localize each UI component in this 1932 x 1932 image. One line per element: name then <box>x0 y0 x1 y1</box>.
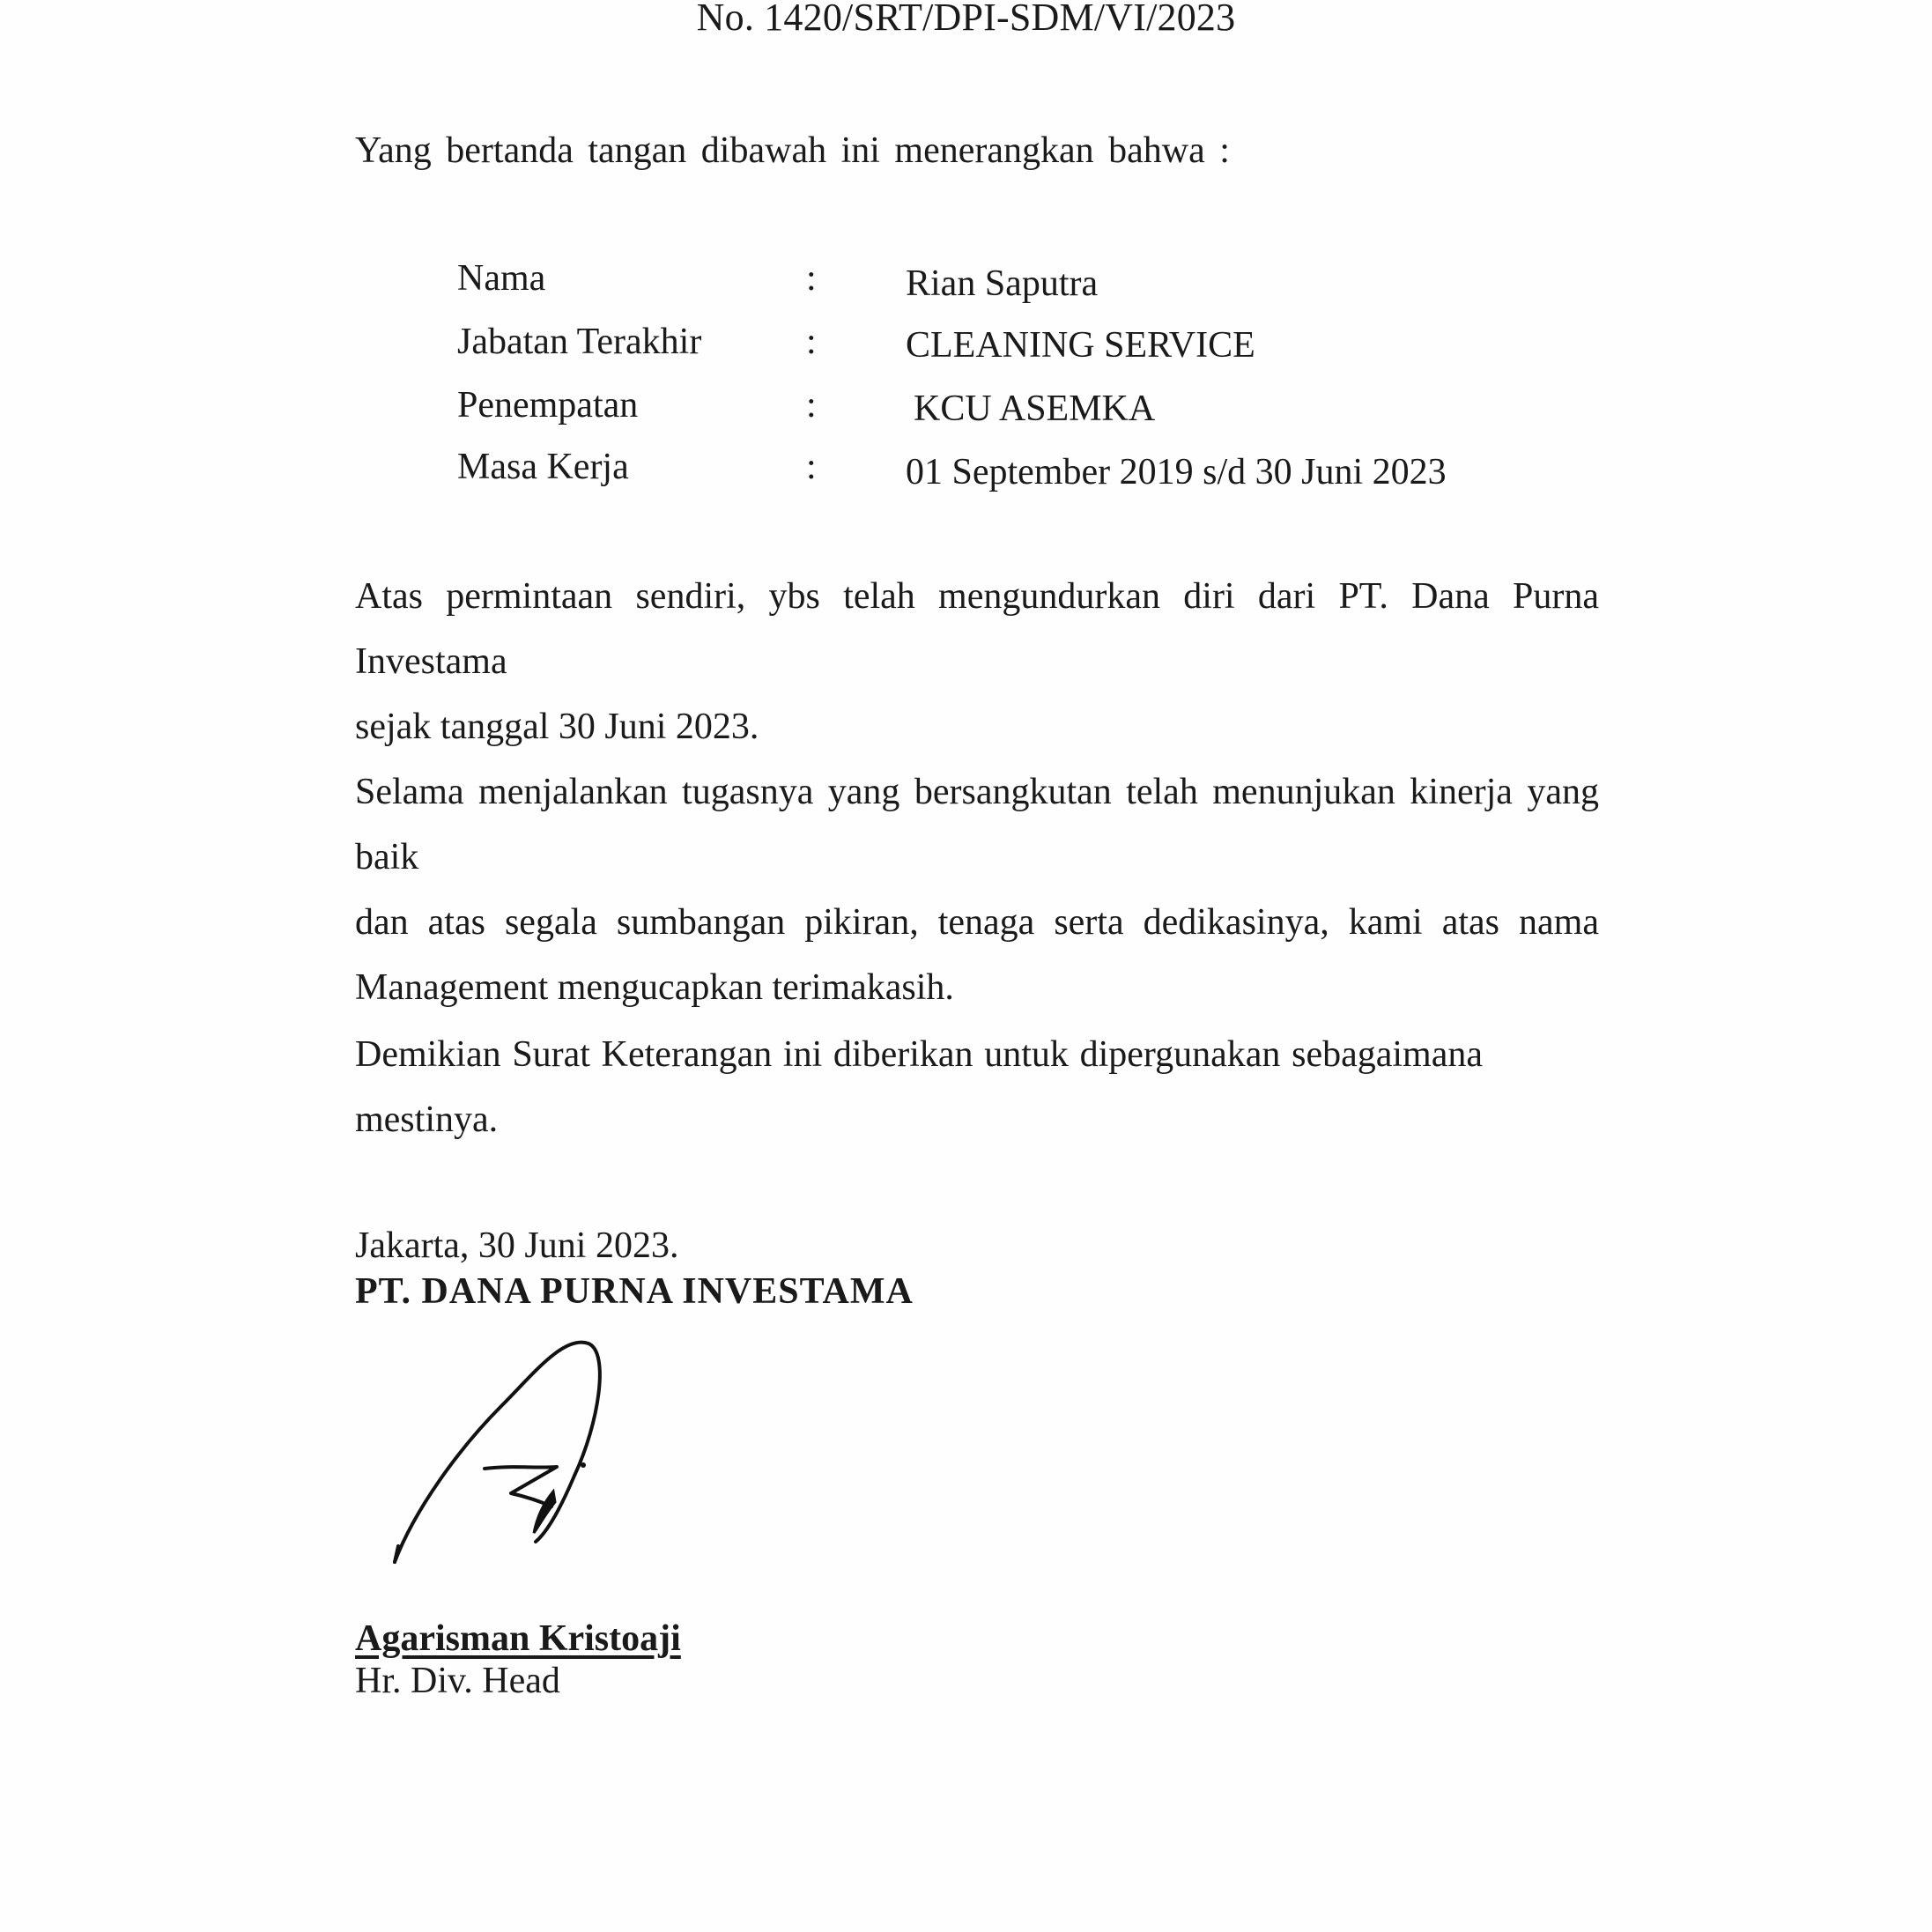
field-colon: : <box>806 385 817 426</box>
field-colon: : <box>806 258 817 299</box>
place-date: Jakarta, 30 Juni 2023. <box>355 1225 679 1266</box>
field-colon: : <box>806 322 817 362</box>
paragraph-line: Atas permintaan sendiri, ybs telah mengundurkan diri dari PT. Dana Purna Investama <box>355 576 1599 682</box>
field-label-placement: Penempatan <box>457 385 639 426</box>
paragraph-line: sejak tanggal 30 Juni 2023. <box>355 707 759 747</box>
field-row-tenure <box>457 446 1691 499</box>
paragraph-line: Selama menjalankan tugasnya yang bersangkutan telah menunjukan kinerja yang baik <box>355 772 1599 877</box>
field-value-name: Rian Saputra <box>906 263 1099 304</box>
field-row-position <box>457 321 1691 374</box>
resignation-paragraph <box>355 564 1599 759</box>
appreciation-paragraph <box>355 759 1599 1020</box>
signer-title: Hr. Div. Head <box>355 1661 560 1701</box>
field-label-position: Jabatan Terakhir <box>457 322 702 362</box>
field-colon: : <box>806 447 817 487</box>
field-label-name: Nama <box>457 258 546 299</box>
field-label-tenure: Masa Kerja <box>457 447 629 487</box>
field-row-name <box>457 257 1691 310</box>
paragraph-line: mestinya. <box>355 1099 499 1140</box>
handwritten-signature <box>379 1326 608 1581</box>
closing-paragraph <box>355 1022 1483 1152</box>
field-value-position: CLEANING SERVICE <box>906 325 1255 366</box>
field-row-placement <box>457 384 1691 437</box>
paragraph-line: dan atas segala sumbangan pikiran, tenaga serta dedikasinya, kami atas nama <box>355 902 1599 943</box>
signer-name: Agarisman Kristoaji <box>355 1618 681 1659</box>
paragraph-line: Demikian Surat Keterangan ini diberikan untuk dipergunakan sebagaimana <box>355 1034 1483 1075</box>
company-name: PT. DANA PURNA INVESTAMA <box>355 1271 914 1312</box>
paragraph-line: Management mengucapkan terimakasih. <box>355 967 954 1008</box>
field-value-placement: KCU ASEMKA <box>914 389 1156 429</box>
intro-statement: Yang bertanda tangan dibawah ini menerangkan bahwa : <box>355 130 1230 171</box>
letter-number: No. 1420/SRT/DPI-SDM/VI/2023 <box>696 0 1236 39</box>
field-value-tenure: 01 September 2019 s/d 30 Juni 2023 <box>906 452 1447 492</box>
